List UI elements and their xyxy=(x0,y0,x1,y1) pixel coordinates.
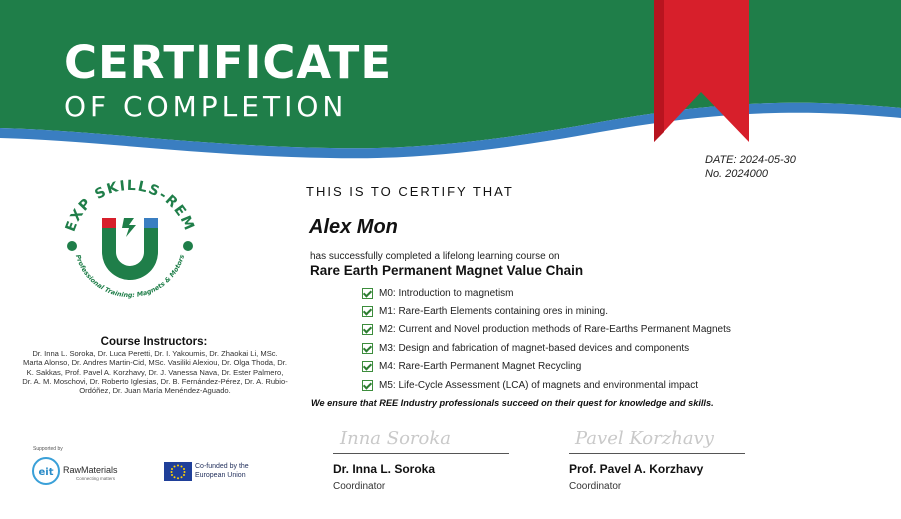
signer-1-name: Dr. Inna L. Soroka xyxy=(333,462,436,476)
certify-heading: THIS IS TO CERTIFY THAT xyxy=(306,184,514,199)
magnet-icon xyxy=(102,218,158,280)
checkbox-checked-icon xyxy=(362,288,373,299)
module-item: M0: Introduction to magnetism xyxy=(362,284,731,302)
module-item: M3: Design and fabrication of magnet-based devices and components xyxy=(362,339,731,357)
module-item: M2: Current and Novel production methods of Rare-Earths Permanent Magnets xyxy=(362,321,731,339)
recipient-name: Alex Mon xyxy=(309,216,398,238)
checkbox-checked-icon xyxy=(362,361,373,372)
signer-1-role: Coordinator xyxy=(333,481,386,492)
instructors-list: Dr. Inna L. Soroka, Dr. Luca Peretti, Dr. I. Yakoumis, Dr. Zhaokai Li, MSc. Marta Alonso, Dr. Andres Martin-Cid, MSc. Vasiliki Alexiou, Dr. Olga Thoda, Dr. K. Sakkas, Prof. Pavel A. Korzhavy, Dr. J. Vanessa Nava, Dr. Ester Palmero, Dr. A. M. Moschovi, Dr. Roberto Iglesias, Dr. B. Fernández-Pérez, Dr. A. Rubio-Ordóñez, Dr. Juan María Menéndez-Aguado. xyxy=(22,349,288,396)
raw-materials-label: RawMaterials xyxy=(63,465,118,475)
checkbox-checked-icon xyxy=(362,343,373,354)
signature-line-1 xyxy=(333,453,509,454)
checkbox-checked-icon xyxy=(362,324,373,335)
checkbox-checked-icon xyxy=(362,380,373,391)
module-item: M5: Life-Cycle Assessment (LCA) of magnets and environmental impact xyxy=(362,376,731,394)
instructors-title: Course Instructors: xyxy=(100,336,208,348)
checkbox-checked-icon xyxy=(362,306,373,317)
module-item: M1: Rare-Earth Elements containing ores in mining. xyxy=(362,302,731,320)
certificate-number: No. 2024000 xyxy=(705,168,768,180)
logo-text: EXP SKILLS-REM xyxy=(62,177,198,234)
exp-skills-rem-logo xyxy=(50,170,210,320)
eu-flag-icon xyxy=(164,462,192,481)
ribbon-icon xyxy=(654,0,749,142)
eit-logo xyxy=(31,456,61,486)
module-item: M4: Rare-Earth Permanent Magnet Recycling xyxy=(362,358,731,376)
module-list xyxy=(362,284,731,394)
raw-materials-tagline: Connecting matters xyxy=(76,476,116,481)
eu-cofunded-label: Co-funded by the European Union xyxy=(195,463,249,479)
logo-tagline: Professional Training: Magnets & Motors xyxy=(73,253,187,300)
signature-1: Inna Soroka xyxy=(340,428,451,449)
motto: We ensure that REE Industry professionals succeed on their quest for knowledge and skills. xyxy=(311,398,714,408)
completion-statement: has successfully completed a lifelong learning course on xyxy=(310,251,560,262)
signer-2-name: Prof. Pavel A. Korzhavy xyxy=(569,462,704,476)
signature-2: Pavel Korzhavy xyxy=(575,428,714,449)
signature-line-2 xyxy=(569,453,745,454)
certificate-subtitle: OF COMPLETION xyxy=(64,90,348,123)
signer-2-role: Coordinator xyxy=(569,481,622,492)
eit-text: eit xyxy=(38,467,54,478)
supported-by-label: Supported by xyxy=(33,446,63,452)
course-title: Rare Earth Permanent Magnet Value Chain xyxy=(310,263,584,278)
certificate-title: CERTIFICATE xyxy=(64,36,393,89)
certificate-date: DATE: 2024-05-30 xyxy=(705,154,796,166)
